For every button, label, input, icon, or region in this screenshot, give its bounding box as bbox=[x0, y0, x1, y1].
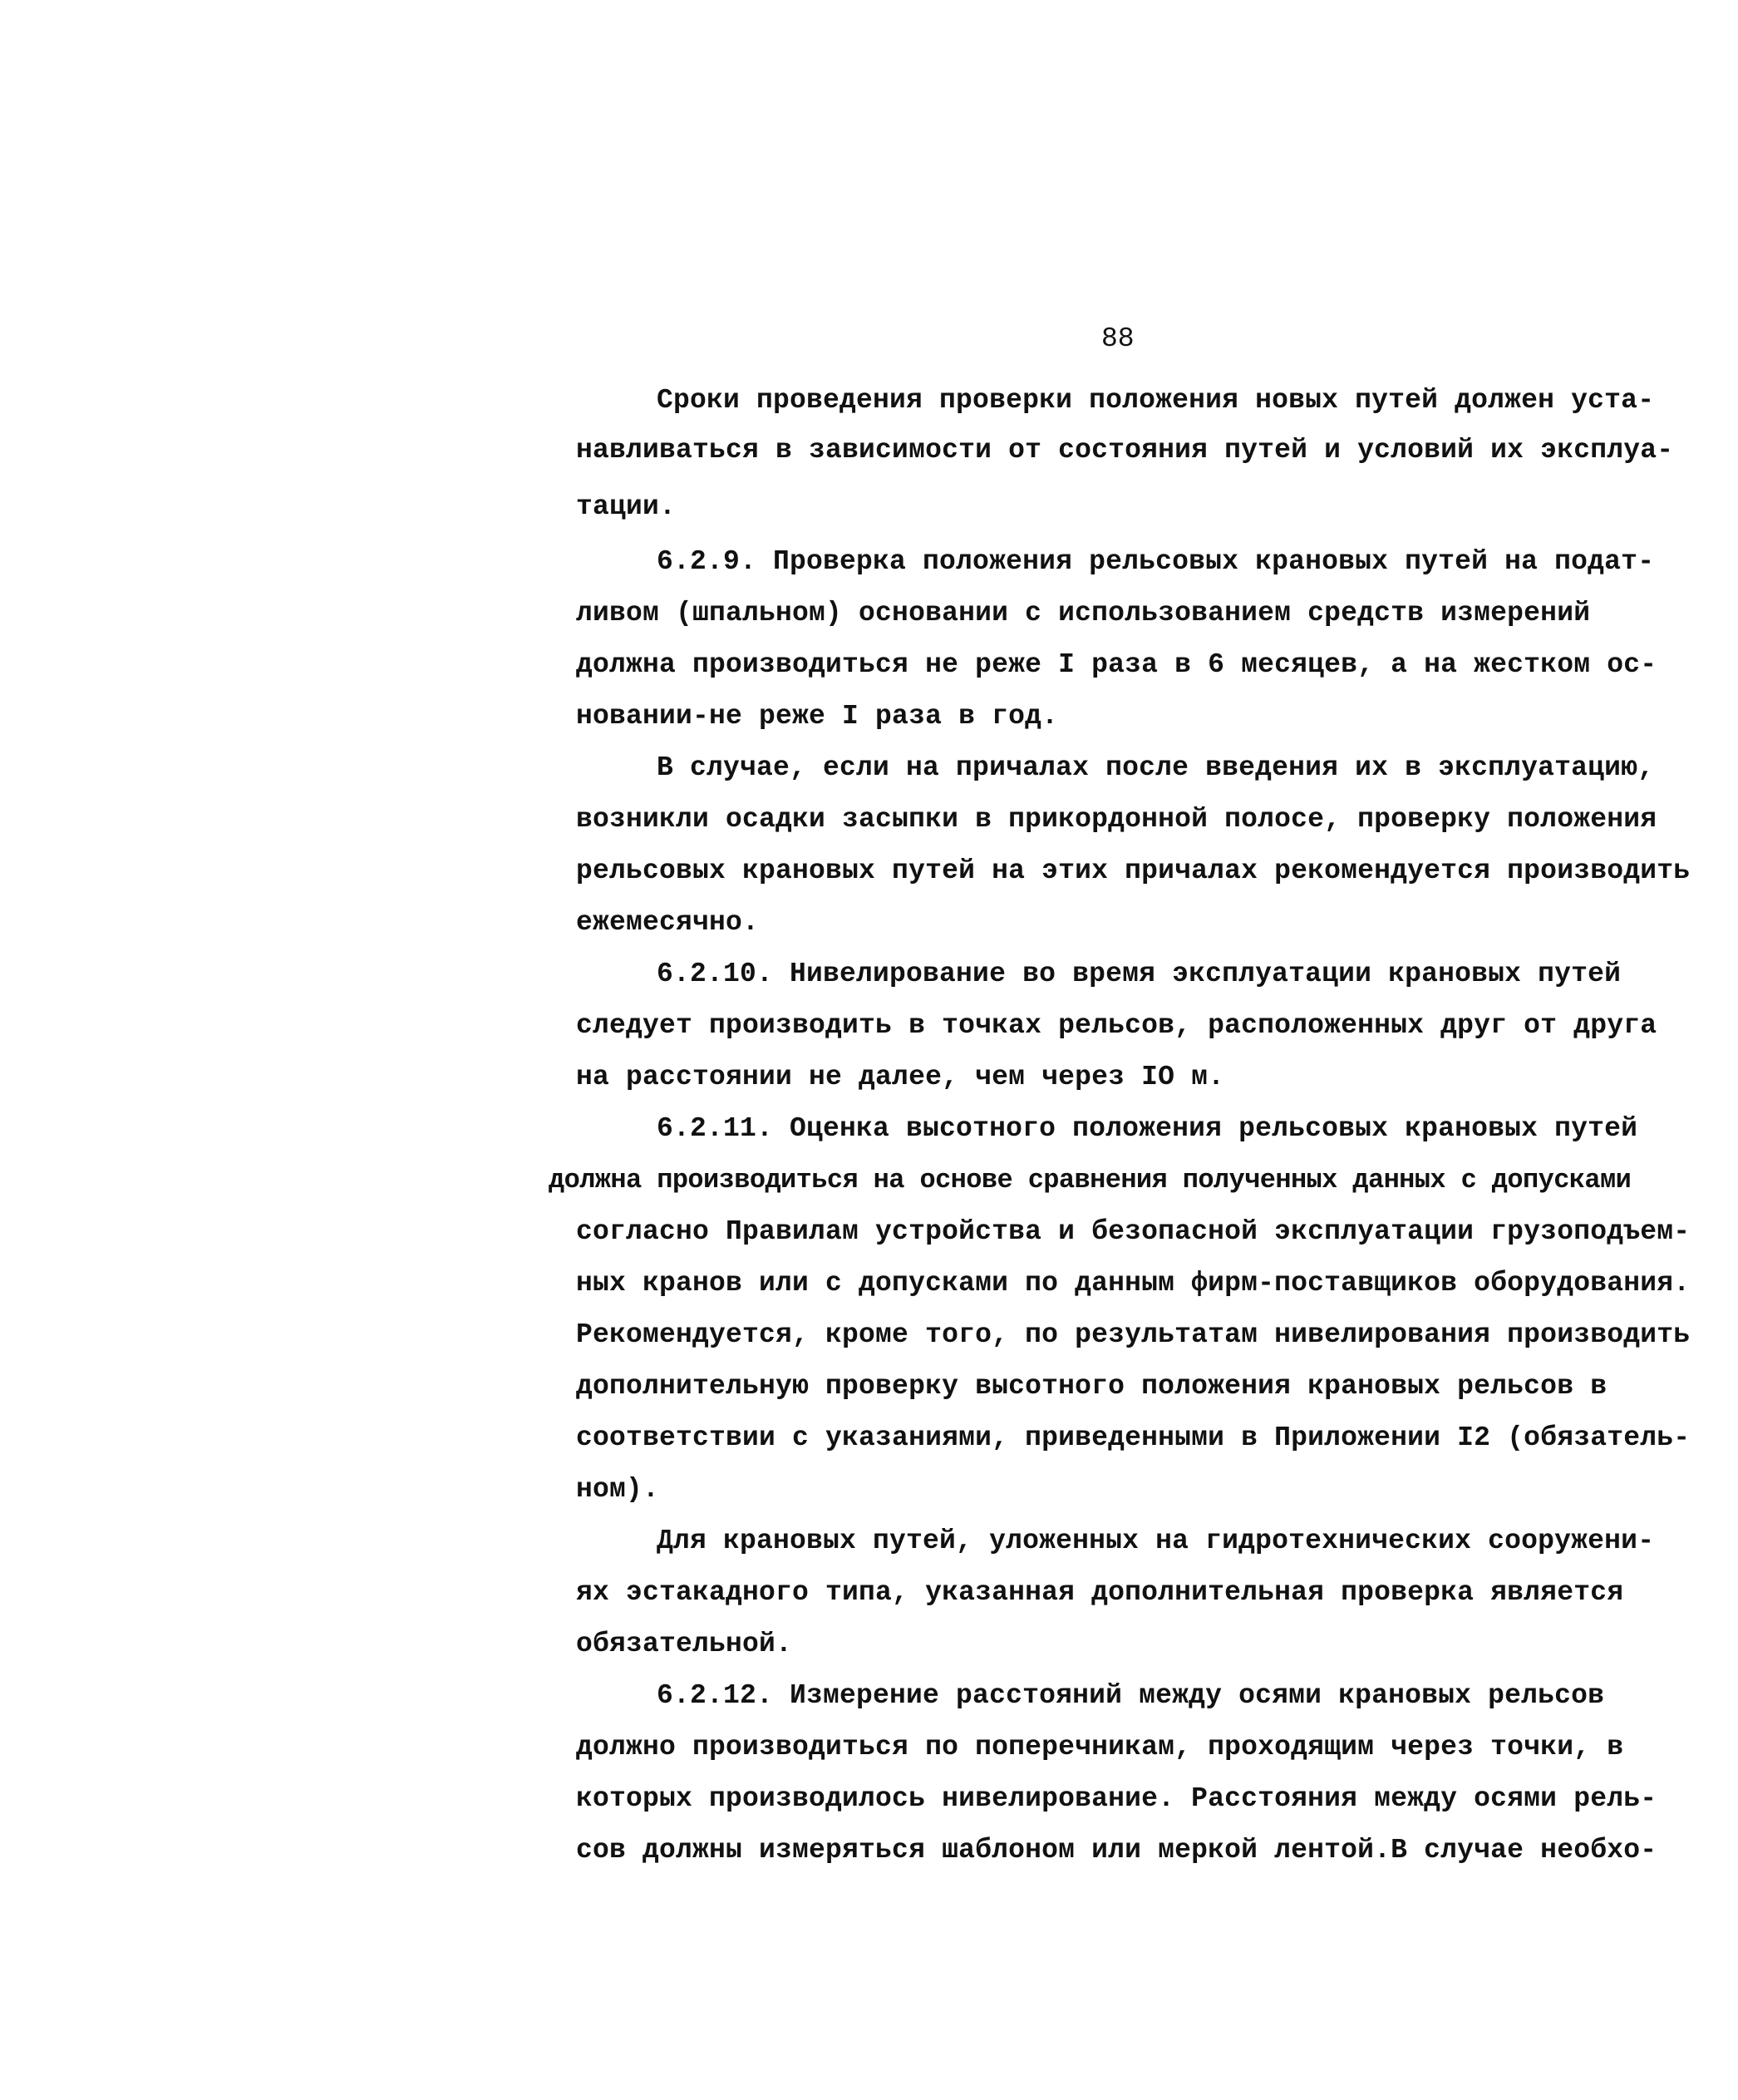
text-line: согласно Правилам устройства и безопасной эксплуатации грузоподъем- bbox=[576, 1216, 1691, 1247]
text-line: возникли осадки засыпки в прикордонной полосе, проверку положения bbox=[576, 804, 1657, 835]
text-line: должна производиться на основе сравнения полученных данных с допусками bbox=[549, 1165, 1632, 1195]
text-line: ном). bbox=[576, 1474, 660, 1505]
text-line: на расстоянии не далее, чем через IO м. bbox=[576, 1062, 1225, 1092]
text-line: 6.2.12. Измерение расстояний между осями крановых рельсов bbox=[657, 1680, 1605, 1711]
text-line: навливаться в зависимости от состояния путей и условий их эксплуа- bbox=[576, 435, 1674, 466]
text-line: которых производилось нивелирование. Расстояния между осями рель- bbox=[576, 1783, 1657, 1814]
text-line: следует производить в точках рельсов, расположенных друг от друга bbox=[576, 1010, 1657, 1041]
text-line: должно производиться по поперечникам, проходящим через точки, в bbox=[576, 1732, 1624, 1762]
text-line: должна производиться не реже I раза в 6 месяцев, а на жестком ос- bbox=[576, 649, 1657, 680]
text-line: ях эстакадного типа, указанная дополнительная проверка является bbox=[576, 1577, 1624, 1608]
text-line: 6.2.10. Нивелирование во время эксплуатации крановых путей bbox=[657, 959, 1622, 989]
text-line: Для крановых путей, уложенных на гидротехнических сооружени- bbox=[657, 1526, 1655, 1556]
text-line: новании-не реже I раза в год. bbox=[576, 701, 1059, 732]
text-line: сов должны измеряться шаблоном или меркой лентой.В случае необхо- bbox=[576, 1835, 1657, 1866]
text-line: Рекомендуется, кроме того, по результатам нивелирования производить bbox=[576, 1319, 1691, 1350]
page-number: 88 bbox=[1101, 323, 1135, 354]
text-line: 6.2.9. Проверка положения рельсовых крановых путей на подат- bbox=[657, 546, 1655, 577]
text-line: Сроки проведения проверки положения новых путей должен уста- bbox=[657, 385, 1655, 416]
text-line: рельсовых крановых путей на этих причалах рекомендуется производить bbox=[576, 855, 1691, 886]
text-line: 6.2.11. Оценка высотного положения рельсовых крановых путей bbox=[657, 1113, 1638, 1144]
text-line: соответствии с указаниями, приведенными в Приложении I2 (обязатель- bbox=[576, 1422, 1691, 1453]
text-line: ежемесячно. bbox=[576, 907, 760, 938]
text-line: дополнительную проверку высотного положения крановых рельсов в bbox=[576, 1371, 1608, 1402]
text-line: обязательной. bbox=[576, 1629, 793, 1659]
text-line: тации. bbox=[576, 491, 677, 522]
text-line: ных кранов или с допусками по данным фирм-поставщиков оборудования. bbox=[576, 1268, 1691, 1299]
text-line: В случае, если на причалах после введения их в эксплуатацию, bbox=[657, 752, 1655, 783]
text-line: ливом (шпальном) основании с использованием средств измерений bbox=[576, 598, 1591, 629]
